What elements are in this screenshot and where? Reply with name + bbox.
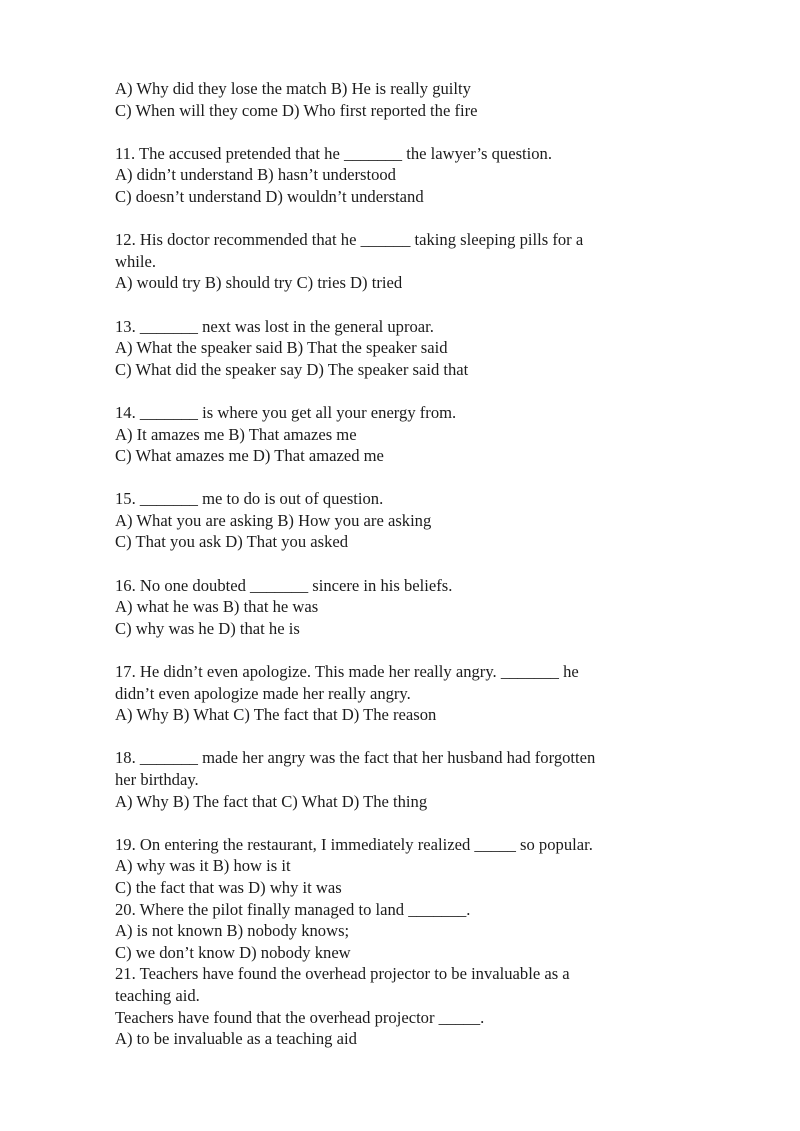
text-line: A) It amazes me B) That amazes me	[115, 424, 357, 444]
question-12: 12. His doctor recommended that he ______ taking sleeping pills for a	[115, 230, 584, 250]
text-line: C) That you ask D) That you asked	[115, 532, 349, 552]
text-line: while.	[115, 251, 157, 271]
text-line: A) didn’t understand B) hasn’t understood	[115, 165, 396, 185]
text-line: C) What amazes me D) That amazed me	[115, 446, 384, 466]
paragraph-gap	[115, 208, 690, 230]
text-line: teaching aid.	[115, 985, 200, 1005]
paragraph-gap	[115, 553, 690, 575]
paragraph-gap	[115, 121, 690, 143]
text-line: C) When will they come D) Who first reported the fire	[115, 100, 478, 120]
document-text	[115, 78, 690, 1050]
text-line: Teachers have found that the overhead projector _____.	[115, 1007, 485, 1027]
question-20: 20. Where the pilot finally managed to land _______.	[115, 899, 471, 919]
text-line: C) we don’t know D) nobody knew	[115, 942, 351, 962]
text-line: A) what he was B) that he was	[115, 597, 319, 617]
question-18: 18. _______ made her angry was the fact that her husband had forgotten	[115, 748, 596, 768]
question-17: 17. He didn’t even apologize. This made her really angry. _______ he	[115, 662, 579, 682]
text-line: C) What did the speaker say D) The speaker said that	[115, 359, 469, 379]
paragraph-gap	[115, 380, 690, 402]
question-11: 11. The accused pretended that he _______ the lawyer’s question.	[115, 143, 552, 163]
text-line: A) would try B) should try C) tries D) tried	[115, 273, 403, 293]
question-21: 21. Teachers have found the overhead projector to be invaluable as a	[115, 964, 570, 984]
question-19: 19. On entering the restaurant, I immediately realized _____ so popular.	[115, 834, 593, 854]
text-line: her birthday.	[115, 770, 199, 789]
text-line: A) What you are asking B) How you are asking	[115, 510, 432, 530]
text-line: C) why was he D) that he is	[115, 618, 300, 638]
question-13: 13. _______ next was lost in the general uproar.	[115, 316, 434, 336]
text-line: C) the fact that was D) why it was	[115, 877, 342, 897]
text-line: A) why was it B) how is it	[115, 856, 291, 876]
text-line: C) doesn’t understand D) wouldn’t understand	[115, 186, 424, 206]
paragraph-gap	[115, 812, 690, 834]
text-line: A) Why B) What C) The fact that D) The reason	[115, 705, 437, 725]
text-line: A) to be invaluable as a teaching aid	[115, 1029, 357, 1049]
text-line: A) is not known B) nobody knows;	[115, 921, 350, 941]
paragraph-gap	[115, 639, 690, 661]
text-line: A) Why did they lose the match B) He is really guilty	[115, 79, 471, 98]
paragraph-gap	[115, 294, 690, 316]
paragraph-gap	[115, 467, 690, 489]
text-line: A) What the speaker said B) That the speaker said	[115, 338, 448, 358]
question-15: 15. _______ me to do is out of question.	[115, 489, 384, 509]
text-line: didn’t even apologize made her really angry.	[115, 683, 411, 703]
question-14: 14. _______ is where you get all your energy from.	[115, 402, 457, 422]
paragraph-gap	[115, 726, 690, 748]
text-line: A) Why B) The fact that C) What D) The thing	[115, 791, 428, 811]
question-16: 16. No one doubted _______ sincere in his beliefs.	[115, 575, 453, 595]
